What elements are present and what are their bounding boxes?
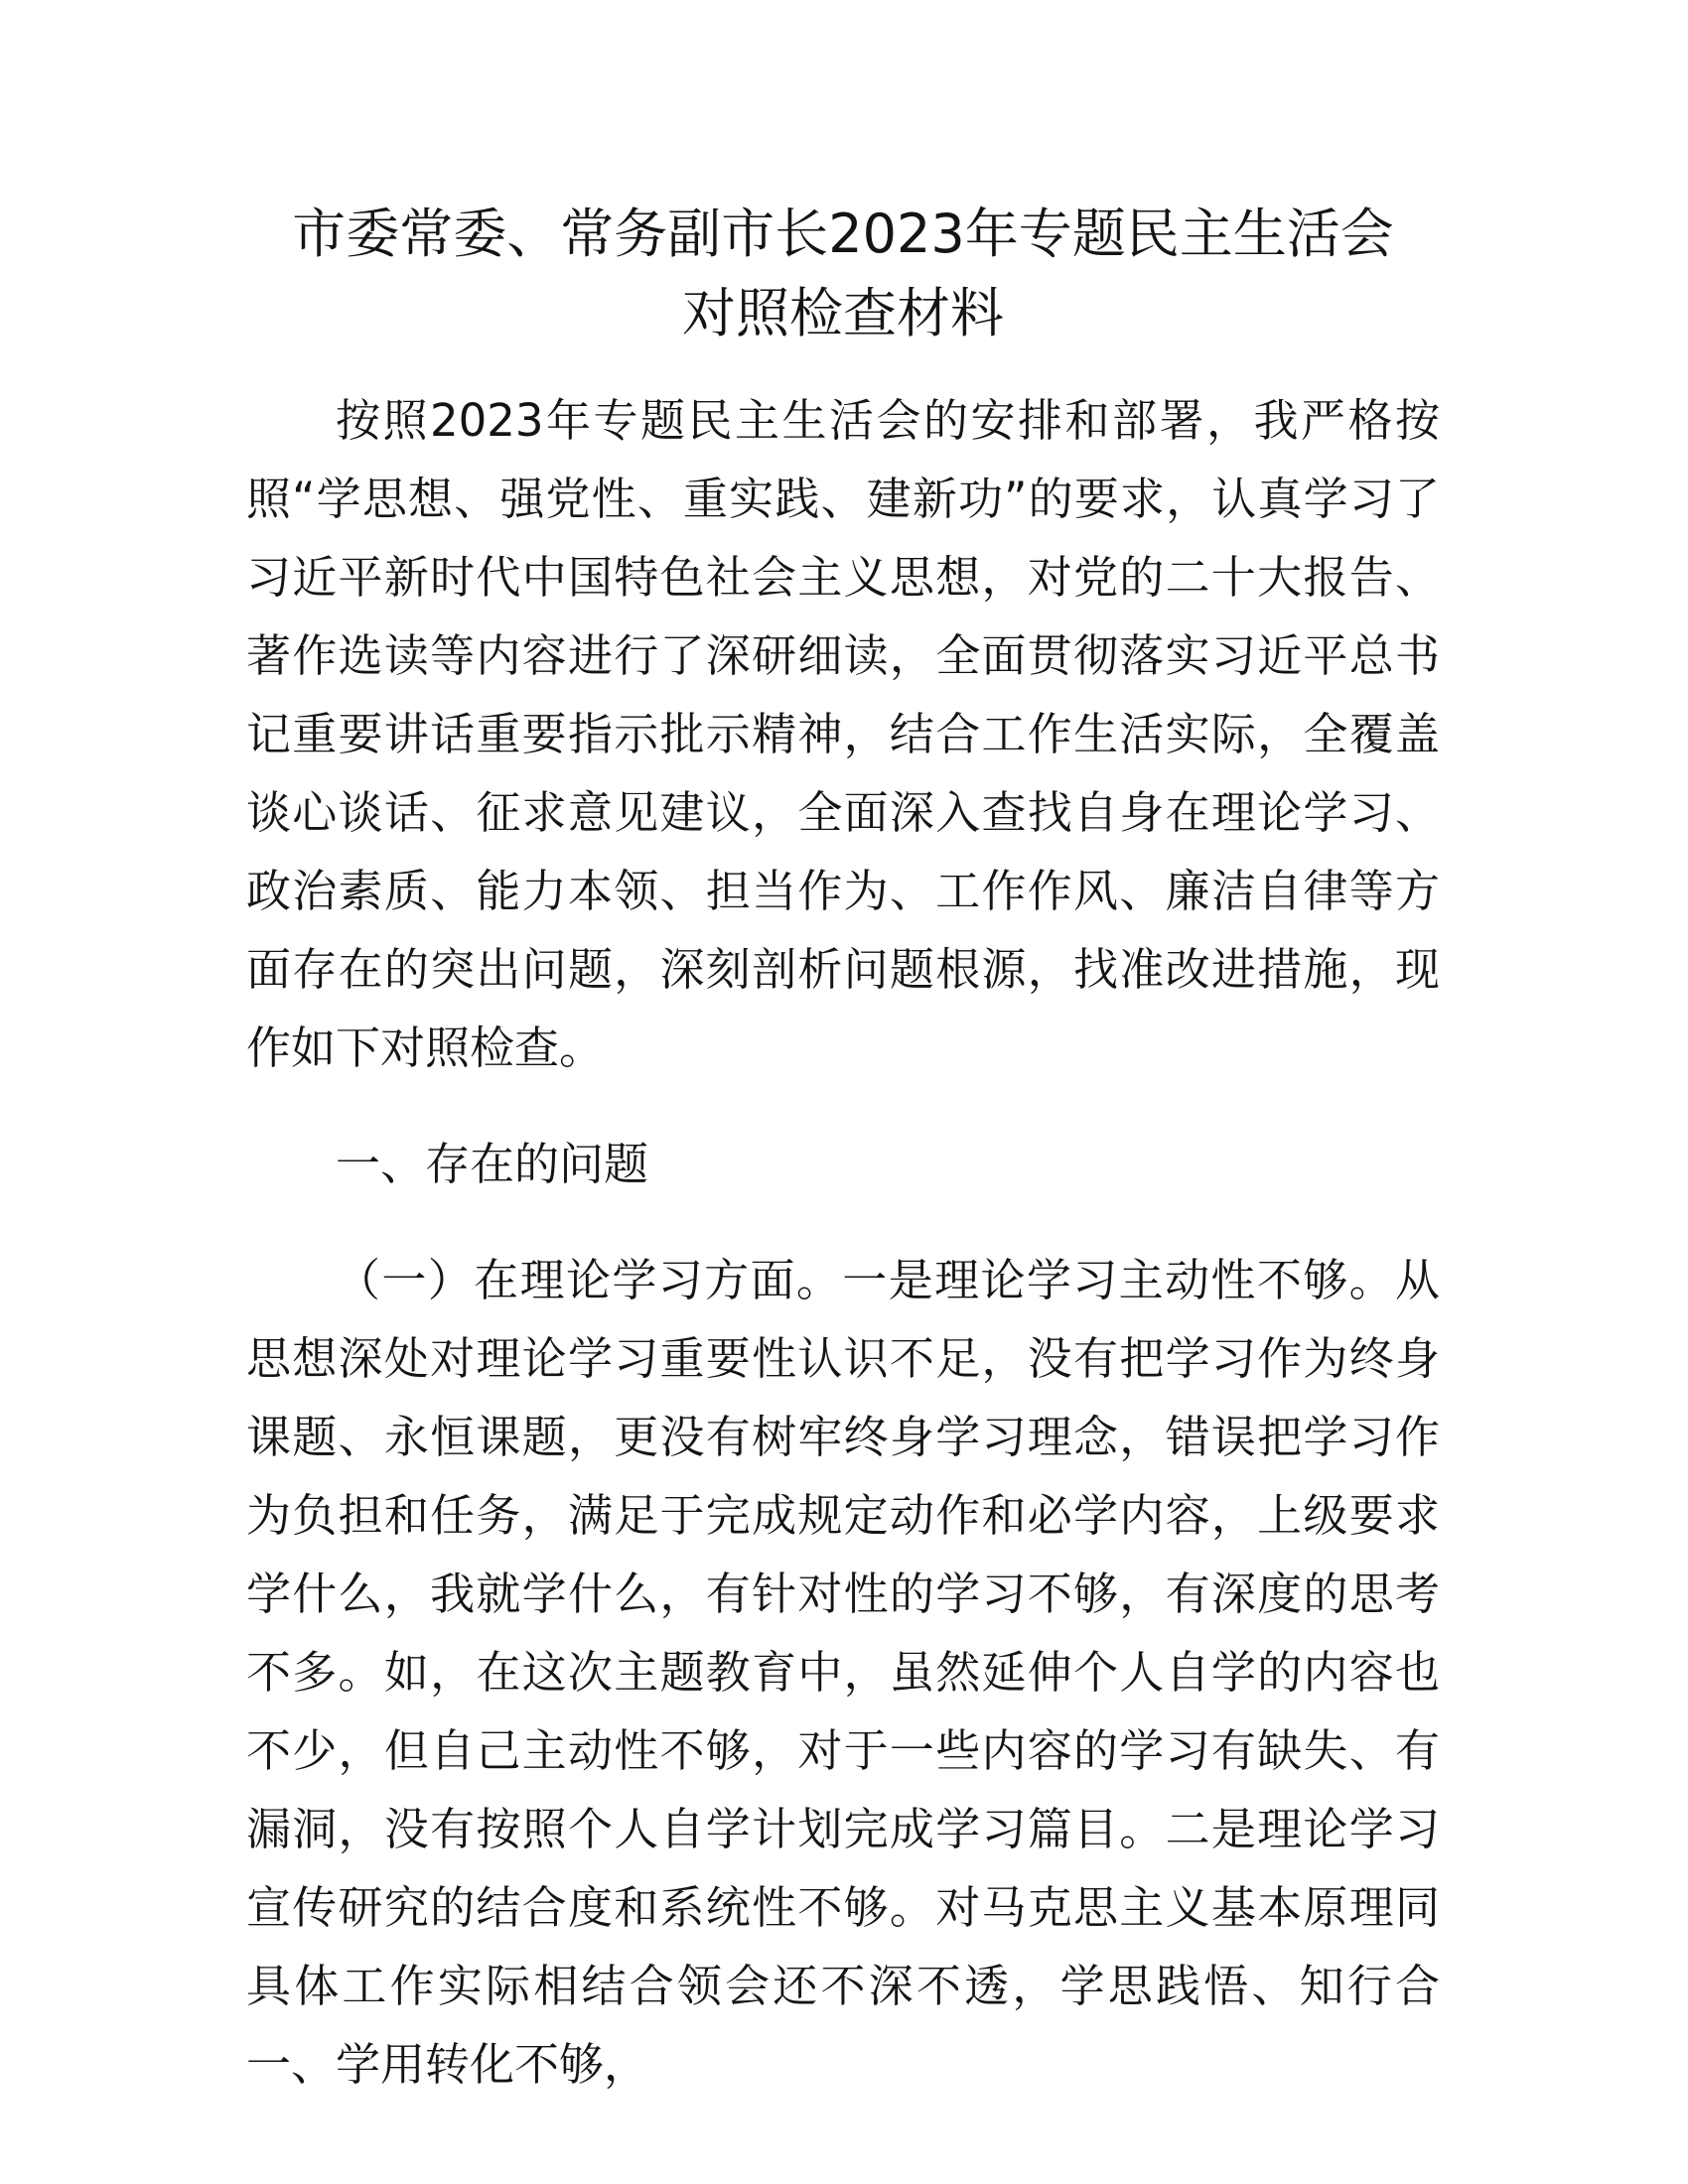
- title-line-1: 市委常委、常务副市长2023年专题民主生活会: [292, 203, 1394, 265]
- document-content: [246, 195, 1440, 2104]
- theory-study-paragraph: （一）在理论学习方面。一是理论学习主动性不够。从思想深处对理论学习重要性认识不足，没有把学习作为终身课题、永恒课题，更没有树牢终身学习理念，错误把学习作为负担和任务，满足于完成规定动作和必学内容，上级要求学什么，我就学什么，有针对性的学习不够，有深度的思考不多。如，在这次主题教育中，虽然延伸个人自学的内容也不少，但自己主动性不够，对于一些内容的学习有缺失、有漏洞，没有按照个人自学计划完成学习篇目。二是理论学习宣传研究的结合度和系统性不够。对马克思主义基本原理同具体工作实际相结合领会还不深不透，学思践悟、知行合一、学用转化不够，: [246, 1254, 1440, 2091]
- title-line-2: 对照检查材料: [682, 282, 1004, 344]
- document-title: [246, 195, 1440, 353]
- section-heading-problems: 一、存在的问题: [336, 1138, 649, 1190]
- intro-paragraph: 按照2023年专题民主生活会的安排和部署，我严格按照“学思想、强党性、重实践、建新功”的要求，认真学习了习近平新时代中国特色社会主义思想，对党的二十大报告、著作选读等内容进行了深研细读，全面贯彻落实习近平总书记重要讲话重要指示批示精神，结合工作生活实际，全覆盖谈心谈话、征求意见建议，全面深入查找自身在理论学习、政治素质、能力本领、担当作为、工作作风、廉洁自律等方面存在的突出问题，深刻剖析问题根源，找准改进措施，现作如下对照检查。: [246, 394, 1440, 1074]
